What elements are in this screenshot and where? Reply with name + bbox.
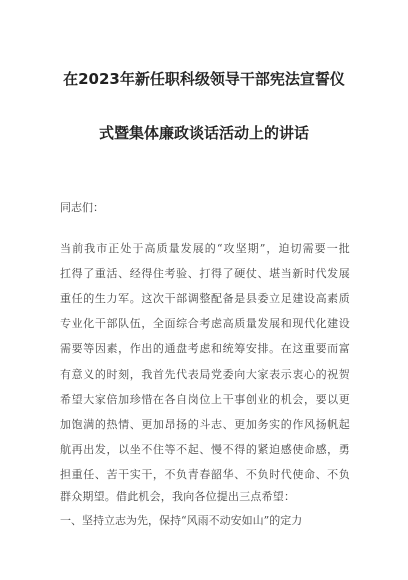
salutation: 同志们： [60, 201, 104, 214]
paragraph-line: 航再出发，以坐不住等不起、慢不得的紧迫感使命感，勇 [60, 443, 350, 456]
section-heading: 一、坚持立志为先，保持“风雨不动安如山”的定力 [60, 514, 303, 527]
paragraph-line: 扛得了重活、经得住考验、打得了硬仗、堪当新时代发展 [60, 267, 350, 280]
paragraph-line: 当前我市正处于高质量发展的“攻坚期”，迫切需要一批 [60, 242, 350, 255]
paragraph-line: 希望大家倍加珍惜在各自岗位上干事创业的机会，要以更 [60, 393, 350, 406]
document-title-line-2: 式暨集体廉政谈话活动上的讲话 [98, 124, 309, 142]
paragraph-line: 担重任、苦干实干，不负青春韶华、不负时代使命、不负 [60, 468, 350, 481]
paragraph-line: 有意义的时刻，我首先代表局党委向大家表示衷心的祝贺 [60, 368, 350, 381]
document-title-line-1: 在2023年新任职科级领导干部宪法宣誓仪 [63, 70, 345, 88]
paragraph-line: 加饱满的热情、更加昂扬的斗志、更加务实的作风扬帆起 [60, 418, 350, 431]
paragraph-line: 专业化干部队伍，全面综合考虑高质量发展和现代化建设 [60, 317, 350, 330]
paragraph-line: 群众期望。借此机会，我向各位提出三点希望： [60, 490, 296, 503]
paragraph-line: 重任的生力军。这次干部调整配备是县委立足建设高素质 [60, 292, 350, 305]
paragraph-line: 需要等因素，作出的通盘考虑和统筹安排。在这重要而富 [60, 342, 350, 355]
